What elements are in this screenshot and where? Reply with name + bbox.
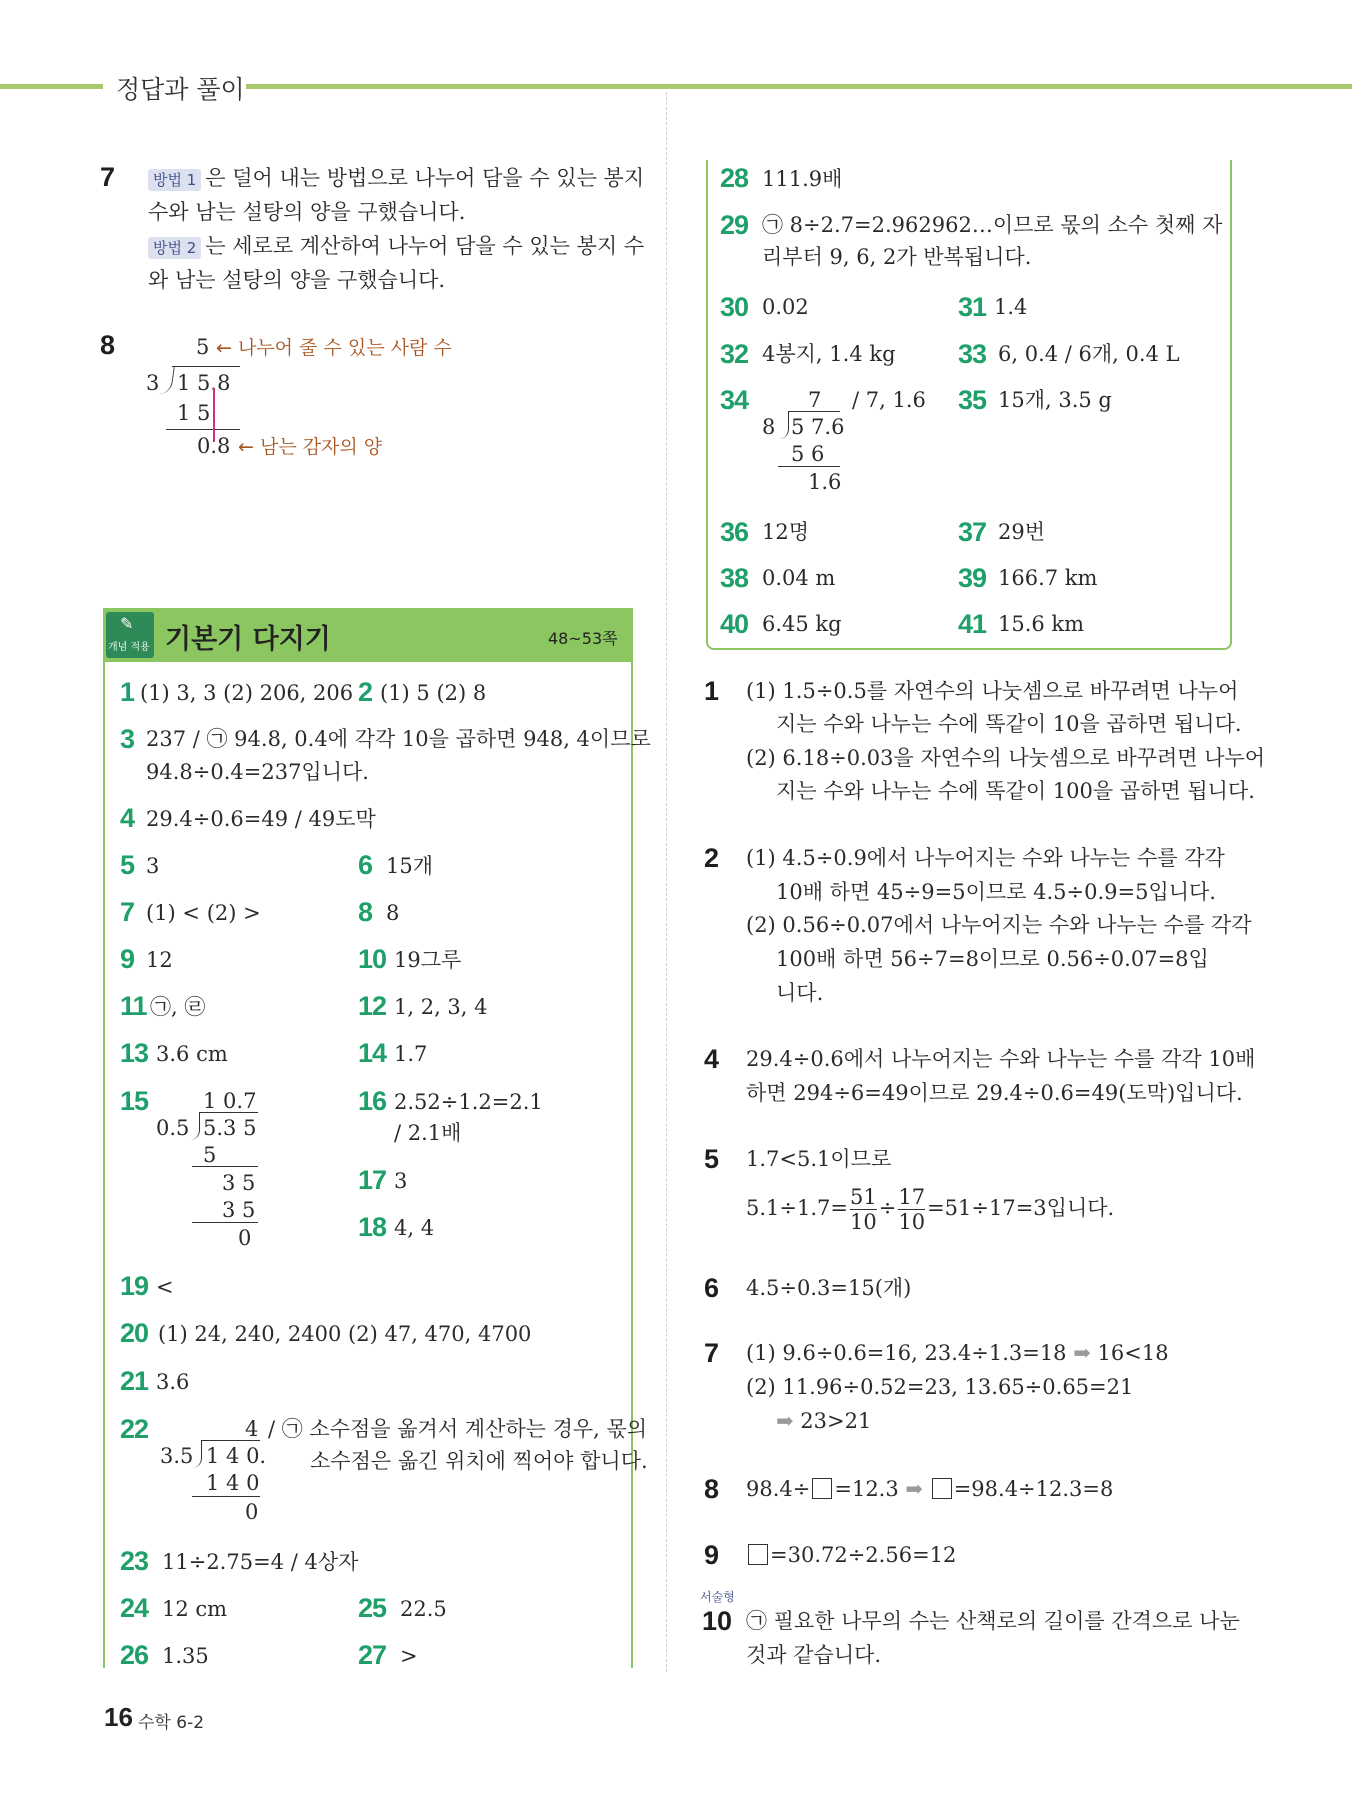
answer-25: 22.5 (400, 1597, 447, 1621)
q8-dividend: 1 5.8 (177, 371, 231, 395)
sol-9 (746, 1538, 956, 1572)
sol-8 (746, 1472, 1113, 1506)
answer-10-number: 10 (358, 944, 387, 974)
sol-7-number: 7 (704, 1338, 720, 1368)
answer-34-number: 34 (720, 385, 749, 415)
q7-line2: 수와 남는 설탕의 양을 구했습니다. (148, 200, 466, 224)
answer-18: 4, 4 (394, 1216, 435, 1240)
answer-17: 3 (394, 1169, 408, 1193)
answer-16-number: 16 (358, 1086, 387, 1116)
answer-14: 1.7 (394, 1042, 428, 1066)
answer-30: 0.02 (762, 295, 809, 319)
answer-37: 29번 (998, 520, 1046, 544)
a15-sub2: 3 5 (222, 1198, 256, 1222)
answer-9-number: 9 (120, 944, 135, 974)
sol-5-divide: ÷ (878, 1196, 897, 1220)
answer-3-number: 3 (120, 724, 135, 754)
sol-5-line1: 1.7<5.1이므로 (746, 1147, 892, 1171)
answer-26-number: 26 (120, 1640, 149, 1670)
answer-23: 11÷2.75=4 / 4상자 (162, 1550, 359, 1574)
a22-rem: 0 (245, 1500, 259, 1524)
sol-7-a (746, 1336, 1169, 1370)
answer-26: 1.35 (162, 1644, 209, 1668)
sol-5-lhs: 5.1÷1.7= (746, 1196, 848, 1220)
a22-dividend: 1 4 0. (206, 1444, 267, 1468)
sol-2-b-line3: 니다. (776, 981, 824, 1005)
sol-2-a-line2: 10배 하면 45÷9=5이므로 4.5÷0.9=5입니다. (776, 880, 1216, 904)
sol-8-part3: =98.4÷12.3=8 (953, 1477, 1114, 1501)
answer-16-line1: 2.52÷1.2=2.1 (394, 1090, 543, 1114)
a34-sub: 5 6 (791, 442, 825, 466)
a15-quotient: 1 0.7 (203, 1089, 257, 1113)
a15-divisor: 0.5 (156, 1116, 190, 1140)
practice-pages: 48~53쪽 (548, 629, 618, 648)
answer-17-number: 17 (358, 1165, 387, 1195)
answer-20: (1) 24, 240, 2400 (2) 47, 470, 4700 (158, 1322, 532, 1346)
sol-1-b-line1: (2) 6.18÷0.03을 자연수의 나눗셈으로 바꾸려면 나누어 (746, 746, 1266, 770)
q7-line3: 는 세로로 계산하여 나누어 담을 수 있는 봉지 수 (205, 234, 645, 258)
sol-5-line2 (746, 1180, 1114, 1236)
answer-22-text1: / ㉠ 소수점을 옮겨서 계산하는 경우, 몫의 (268, 1417, 648, 1441)
sol-8-number: 8 (704, 1474, 720, 1504)
q8-note-quotient: ← 나누어 줄 수 있는 사람 수 (216, 337, 452, 359)
sol-1-a-line2: 지는 수와 나누는 수에 똑같이 10을 곱하면 됩니다. (776, 712, 1242, 736)
a34-divisor: 8 (762, 415, 776, 439)
sol-10-number: 10 (702, 1606, 733, 1636)
method2-tag: 방법 2 (148, 237, 201, 259)
answer-22-number: 22 (120, 1414, 149, 1444)
answer-20-number: 20 (120, 1318, 149, 1348)
answer-28: 111.9배 (762, 167, 843, 191)
q7-line1: 은 덜어 내는 방법으로 나누어 담을 수 있는 봉지 (205, 166, 645, 190)
answer-24-number: 24 (120, 1593, 149, 1623)
answer-31: 1.4 (994, 295, 1028, 319)
answer-5: 3 (146, 854, 160, 878)
answer-6: 15개 (386, 854, 434, 878)
answer-4-number: 4 (120, 803, 135, 833)
sol-5-number: 5 (704, 1144, 720, 1174)
answer-27: > (400, 1644, 418, 1668)
answer-2: (1) 5 (2) 8 (380, 681, 487, 705)
sol-7-a-text: (1) 9.6÷0.6=16, 23.4÷1.3=18 (746, 1341, 1067, 1365)
a22-sub: 1 4 0 (206, 1471, 260, 1495)
header-rule-right (246, 84, 1352, 89)
answer-29-line1: ㉠ 8÷2.7=2.962962…이므로 몫의 소수 첫째 자 (762, 213, 1223, 237)
sol-7-b-result: 23>21 (800, 1409, 872, 1433)
answer-35-number: 35 (958, 385, 987, 415)
sol-2-number: 2 (704, 843, 720, 873)
arrow-right-icon: ➡ (1073, 1341, 1091, 1365)
badge-label: 개념 적용 (108, 642, 150, 653)
sol-10-line2: 것과 같습니다. (746, 1643, 882, 1667)
answer-1-number: 1 (120, 677, 135, 707)
sol-9-number: 9 (704, 1540, 720, 1570)
answer-9: 12 (146, 948, 173, 972)
sol-4-number: 4 (704, 1044, 720, 1074)
q8-bracket (158, 366, 175, 394)
answer-11: ㉠, ㉣ (150, 995, 206, 1019)
answer-38-number: 38 (720, 563, 749, 593)
answer-19-number: 19 (120, 1271, 149, 1301)
answer-28-number: 28 (720, 163, 749, 193)
answer-33: 6, 0.4 / 6개, 0.4 L (998, 342, 1180, 366)
answer-27-number: 27 (358, 1640, 387, 1670)
sol-1-a-line1: (1) 1.5÷0.5를 자연수의 나눗셈으로 바꾸려면 나누어 (746, 679, 1239, 703)
answer-33-number: 33 (958, 339, 987, 369)
blank-box-icon (748, 1544, 768, 1565)
header-title: 정답과 풀이 (116, 75, 245, 104)
sol-9-text: =30.72÷2.56=12 (770, 1543, 957, 1567)
answer-30-number: 30 (720, 292, 749, 322)
sol-6-number: 6 (704, 1273, 720, 1303)
q7-line4: 와 남는 설탕의 양을 구했습니다. (148, 268, 446, 292)
sol-2-b-line2: 100배 하면 56÷7=8이므로 0.56÷0.07=8입 (776, 947, 1209, 971)
answer-38: 0.04 m (762, 566, 836, 590)
header-rule-left (0, 84, 103, 89)
fraction-51-10: $\frac{51}{10}$ (850, 1185, 877, 1234)
answer-14-number: 14 (358, 1038, 387, 1068)
sol-7-b2 (776, 1404, 871, 1438)
answer-23-number: 23 (120, 1546, 149, 1576)
a15-dividend: 5.3 5 (203, 1116, 257, 1140)
answer-32: 4봉지, 1.4 kg (762, 342, 896, 366)
a34-quotient: 7 (808, 388, 822, 412)
q8-number: 8 (100, 330, 116, 360)
answer-37-number: 37 (958, 517, 987, 547)
a15-rem1: 3 5 (222, 1171, 256, 1195)
answer-39: 166.7 km (998, 566, 1098, 590)
sol-7-a-result: 16<18 (1097, 1341, 1169, 1365)
answer-7: (1) < (2) > (146, 901, 261, 925)
answer-13-number: 13 (120, 1038, 149, 1068)
answer-35: 15개, 3.5 g (998, 388, 1112, 412)
q8-subtract: 1 5 (177, 401, 211, 425)
answer-34-text: / 7, 1.6 (852, 388, 926, 412)
sol-4-line1: 29.4÷0.6에서 나누어지는 수와 나누는 수를 각각 10배 (746, 1047, 1256, 1071)
q7-number: 7 (100, 162, 116, 192)
answer-3-line1: 237 / ㉠ 94.8, 0.4에 각각 10을 곱하면 948, 4이므로 (146, 727, 651, 751)
q8-note-remainder: ← 남는 감자의 양 (238, 436, 383, 458)
sol-1-b-line2: 지는 수와 나누는 수에 똑같이 100을 곱하면 됩니다. (776, 779, 1255, 803)
answer-41-number: 41 (958, 609, 987, 639)
a22-quotient: 4 (245, 1417, 259, 1441)
answer-40: 6.45 kg (762, 612, 842, 636)
answer-41: 15.6 km (998, 612, 1085, 636)
answer-3-line2: 94.8÷0.4=237입니다. (146, 760, 369, 784)
answer-1: (1) 3, 3 (2) 206, 206 (140, 681, 354, 705)
a22-divisor: 3.5 (160, 1444, 194, 1468)
footer-subject: 수학 6-2 (138, 1713, 205, 1733)
arrow-right-icon: ➡ (776, 1409, 794, 1433)
answer-36-number: 36 (720, 517, 749, 547)
q7-text (148, 161, 644, 297)
footer-page-number: 16 (104, 1702, 133, 1732)
answer-15-number: 15 (120, 1086, 149, 1116)
answer-25-number: 25 (358, 1593, 387, 1623)
answer-2-number: 2 (358, 677, 373, 707)
answer-19: < (156, 1275, 174, 1299)
answer-36: 12명 (762, 520, 810, 544)
sol-2-b-line1: (2) 0.56÷0.07에서 나누어지는 수와 나누는 수를 각각 (746, 913, 1252, 937)
sol-10-line1: ㉠ 필요한 나무의 수는 산책로의 길이를 간격으로 나눈 (746, 1609, 1240, 1633)
answer-16-line2: / 2.1배 (394, 1121, 462, 1145)
answer-7-number: 7 (120, 897, 135, 927)
blank-box-icon (812, 1478, 832, 1499)
sol-8-part1: 98.4÷ (746, 1477, 811, 1501)
answer-4: 29.4÷0.6=49 / 49도막 (146, 807, 376, 831)
sol-1-number: 1 (704, 676, 720, 706)
answer-8: 8 (386, 901, 400, 925)
method1-tag: 방법 1 (148, 169, 201, 191)
answer-11-number: 11 (120, 991, 147, 1021)
answer-5-number: 5 (120, 850, 135, 880)
answer-10: 19그루 (394, 948, 462, 972)
answer-12-number: 12 (358, 991, 387, 1021)
column-divider (666, 92, 667, 1672)
sol-7-b: (2) 11.96÷0.52=23, 13.65÷0.65=21 (746, 1375, 1134, 1399)
q8-divisor: 3 (146, 371, 160, 395)
answer-21: 3.6 (156, 1370, 190, 1394)
practice-title: 기본기 다지기 (165, 624, 331, 655)
descriptive-tag: 서술형 (700, 1590, 735, 1604)
a15-sub1: 5 (203, 1143, 217, 1167)
answer-40-number: 40 (720, 609, 749, 639)
answer-29-number: 29 (720, 210, 749, 240)
q8-remainder: 0.8 (197, 434, 231, 458)
answer-29-line2: 리부터 9, 6, 2가 반복됩니다. (762, 245, 1032, 269)
a15-rem2: 0 (238, 1226, 252, 1250)
sol-8-part2: =12.3 (834, 1477, 899, 1501)
answer-31-number: 31 (958, 292, 987, 322)
q8-quotient: 5 (196, 335, 210, 359)
answer-24: 12 cm (162, 1597, 228, 1621)
answer-22-text2: 소수점은 옮긴 위치에 찍어야 합니다. (310, 1449, 648, 1473)
answer-39-number: 39 (958, 563, 987, 593)
answer-18-number: 18 (358, 1212, 387, 1242)
answer-13: 3.6 cm (156, 1042, 228, 1066)
sol-5-rhs: =51÷17=3입니다. (927, 1196, 1115, 1220)
blank-box-icon (932, 1478, 952, 1499)
answer-32-number: 32 (720, 339, 749, 369)
arrow-right-icon: ➡ (905, 1477, 924, 1501)
a34-dividend: 5 7.6 (791, 415, 845, 439)
answer-8-number: 8 (358, 897, 373, 927)
sol-4-line2: 하면 294÷6=49이므로 29.4÷0.6=49(도막)입니다. (746, 1081, 1243, 1105)
a34-rem: 1.6 (808, 470, 842, 494)
answer-6-number: 6 (358, 850, 373, 880)
answer-12: 1, 2, 3, 4 (394, 995, 488, 1019)
pencil-icon: ✎ (120, 614, 134, 633)
sol-2-a-line1: (1) 4.5÷0.9에서 나누어지는 수와 나누는 수를 각각 (746, 846, 1225, 870)
sol-6: 4.5÷0.3=15(개) (746, 1276, 912, 1300)
fraction-17-10: $\frac{17}{10}$ (898, 1185, 926, 1234)
answer-21-number: 21 (120, 1366, 149, 1396)
